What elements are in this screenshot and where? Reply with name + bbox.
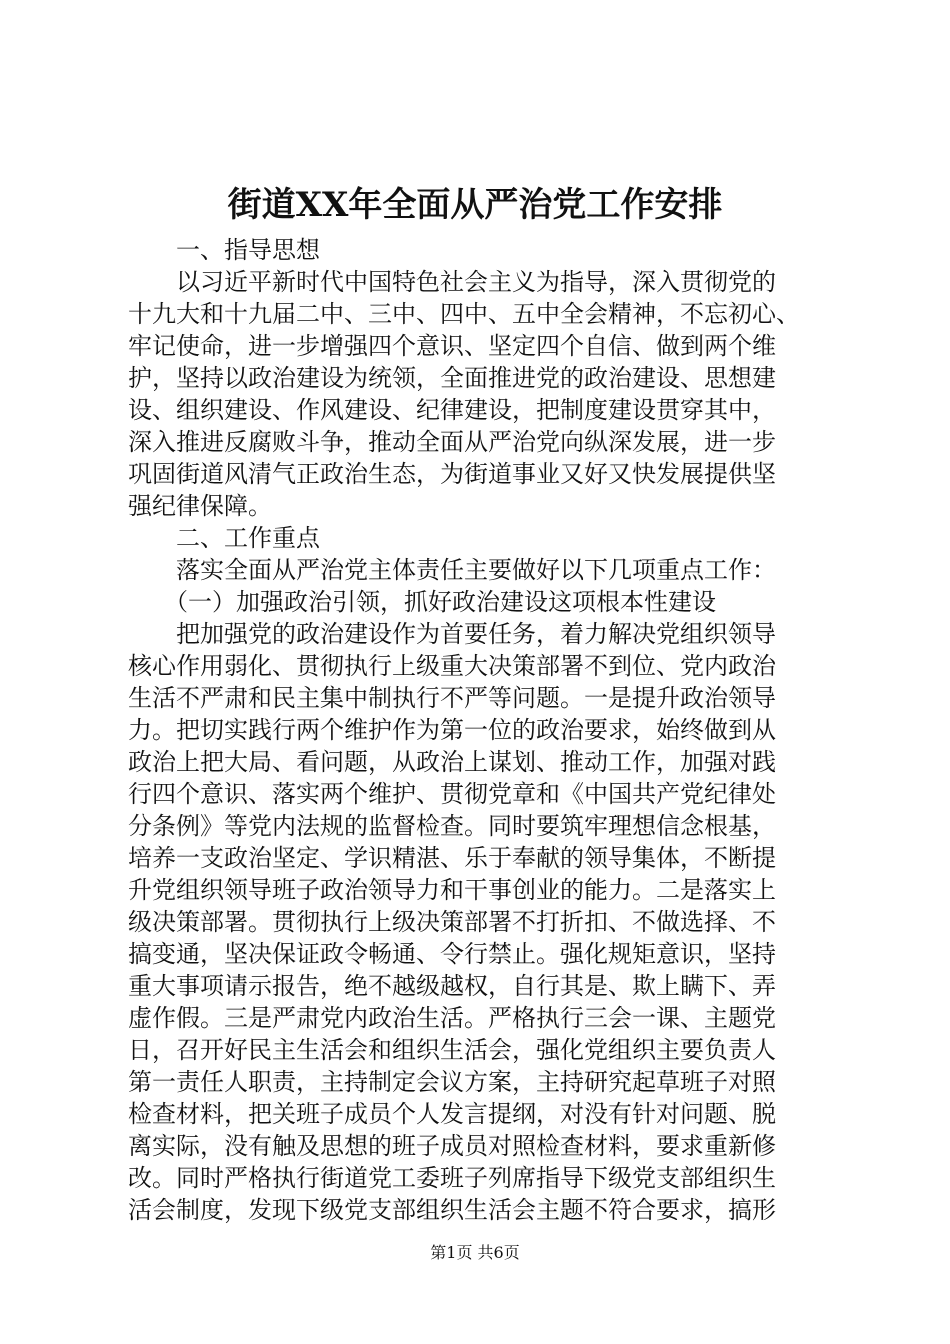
- body-line: 以习近平新时代中国特色社会主义为指导，深入贯彻党的: [128, 268, 776, 296]
- body-line: 一、指导思想: [128, 236, 320, 264]
- body-line: 巩固街道风清气正政治生态，为街道事业又好又快发展提供坚: [128, 460, 776, 488]
- body-line: 培养一支政治坚定、学识精湛、乐于奉献的领导集体，不断提: [128, 844, 776, 872]
- body-line: 搞变通，坚决保证政令畅通、令行禁止。强化规矩意识，坚持: [128, 940, 776, 968]
- body-line: 把加强党的政治建设作为首要任务，着力解决党组织领导: [128, 620, 776, 648]
- body-line: 分条例》等党内法规的监督检查。同时要筑牢理想信念根基，: [128, 812, 776, 840]
- body-line: 行四个意识、落实两个维护、贯彻党章和《中国共产党纪律处: [128, 780, 776, 808]
- body-line: 日，召开好民主生活会和组织生活会，强化党组织主要负责人: [128, 1036, 776, 1064]
- body-line: 检查材料，把关班子成员个人发言提纲，对没有针对问题、脱: [128, 1100, 776, 1128]
- body-line: 改。同时严格执行街道党工委班子列席指导下级党支部组织生: [128, 1164, 776, 1192]
- document-body: [128, 234, 822, 1226]
- body-line: 核心作用弱化、贯彻执行上级重大决策部署不到位、党内政治: [128, 652, 776, 680]
- body-line: 生活不严肃和民主集中制执行不严等问题。一是提升政治领导: [128, 684, 776, 712]
- body-line: 牢记使命，进一步增强四个意识、坚定四个自信、做到两个维: [128, 332, 776, 360]
- body-line: 重大事项请示报告，绝不越级越权，自行其是、欺上瞒下、弄: [128, 972, 776, 1000]
- body-line: 虚作假。三是严肃党内政治生活。严格执行三会一课、主题党: [128, 1004, 776, 1032]
- body-line: 护，坚持以政治建设为统领，全面推进党的政治建设、思想建: [128, 364, 776, 392]
- body-line: 落实全面从严治党主体责任主要做好以下几项重点工作：: [128, 556, 776, 584]
- body-line: 深入推进反腐败斗争，推动全面从严治党向纵深发展，进一步: [128, 428, 776, 456]
- body-line: 政治上把大局、看问题，从政治上谋划、推动工作，加强对践: [128, 748, 776, 776]
- body-line: 活会制度，发现下级党支部组织生活会主题不符合要求，搞形: [128, 1196, 776, 1224]
- body-line: 离实际，没有触及思想的班子成员对照检查材料，要求重新修: [128, 1132, 776, 1160]
- page-number-footer: 第1页 共6页: [430, 1243, 520, 1262]
- body-line: 级决策部署。贯彻执行上级决策部署不打折扣、不做选择、不: [128, 908, 776, 936]
- body-line: 升党组织领导班子政治领导力和干事创业的能力。二是落实上: [128, 876, 776, 904]
- body-line: （一）加强政治引领，抓好政治建设这项根本性建设: [128, 588, 716, 616]
- body-line: 强纪律保障。: [128, 492, 272, 520]
- body-line: 设、组织建设、作风建设、纪律建设，把制度建设贯穿其中，: [128, 396, 776, 424]
- body-line: 十九大和十九届二中、三中、四中、五中全会精神，不忘初心、: [128, 300, 800, 328]
- document-title: 街道XX年全面从严治党工作安排: [227, 185, 723, 225]
- body-line: 力。把切实践行两个维护作为第一位的政治要求，始终做到从: [128, 716, 776, 744]
- body-line: 第一责任人职责，主持制定会议方案，主持研究起草班子对照: [128, 1068, 776, 1096]
- body-line: 二、工作重点: [128, 524, 320, 552]
